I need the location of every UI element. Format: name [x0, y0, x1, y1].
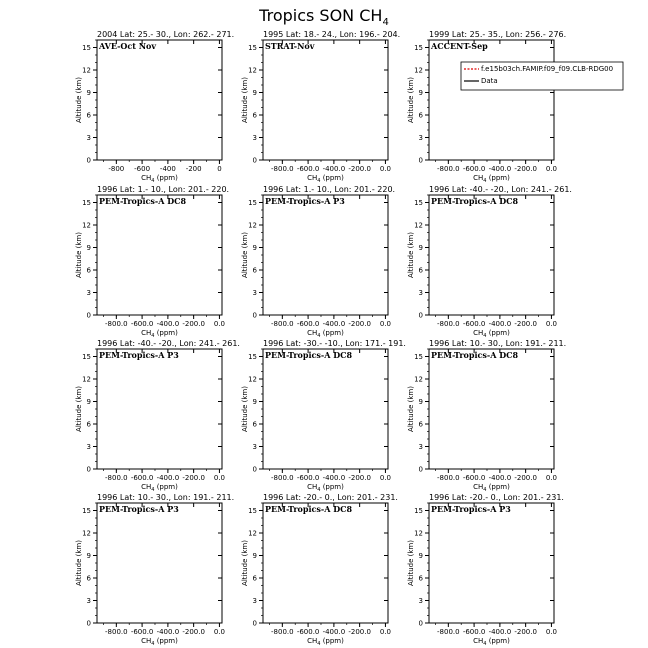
y-tick-label: 9 — [86, 398, 91, 406]
x-tick-label: 0.0 — [379, 628, 391, 636]
x-tick-label: -800.0 — [271, 165, 294, 173]
x-tick-label: -400.0 — [488, 320, 512, 328]
chart-panel-6 — [407, 185, 572, 339]
x-axis-label: $CH_4$ (ppm) — [141, 483, 178, 493]
campaign-label: PEM-Tropics-A DC8 — [431, 196, 519, 206]
plot-frame — [263, 40, 388, 160]
x-tick-label: -200.0 — [348, 474, 371, 482]
x-tick-label: -200.0 — [182, 320, 205, 328]
chart-panel-4 — [75, 185, 229, 339]
x-tick-label: -800.0 — [437, 628, 460, 636]
y-tick-label: 9 — [418, 244, 423, 252]
x-tick-label: -400 — [159, 165, 176, 173]
x-tick-label: 0.0 — [379, 474, 391, 482]
x-axis-label: $CH_4$ (ppm) — [473, 637, 510, 647]
campaign-label: PEM-Tropics-A DC8 — [99, 196, 187, 206]
y-tick-label: 9 — [252, 89, 257, 97]
y-tick-label: 12 — [248, 375, 257, 384]
campaign-label: PEM-Tropics-A P3 — [265, 196, 345, 206]
x-axis-label: $CH_4$ (ppm) — [307, 174, 344, 184]
y-tick-label: 12 — [82, 221, 91, 230]
chart-panel-12 — [407, 493, 564, 647]
y-tick-label: 0 — [86, 156, 91, 165]
y-tick-label: 15 — [414, 199, 423, 207]
y-tick-label: 0 — [86, 465, 91, 474]
x-tick-label: -600.0 — [130, 474, 154, 482]
y-tick-label: 15 — [82, 44, 91, 52]
plot-frame — [429, 503, 554, 623]
campaign-label: PEM-Tropics-A P3 — [99, 504, 179, 514]
y-tick-label: 6 — [86, 574, 91, 583]
chart-panel-8 — [241, 339, 406, 493]
x-tick-label: 0.0 — [213, 474, 225, 482]
chart-panel-3 — [407, 30, 623, 184]
y-tick-label: 3 — [418, 597, 423, 605]
campaign-label: STRAT-Nov — [265, 41, 315, 51]
plot-frame — [97, 195, 222, 315]
panel-header: 1996 Lat: 10.- 30., Lon: 191.- 211. — [97, 493, 235, 502]
figure-title-main: Tropics SON CH — [259, 6, 383, 25]
y-tick-label: 15 — [248, 507, 257, 515]
plot-frame — [263, 195, 388, 315]
y-tick-label: 6 — [418, 420, 423, 429]
y-tick-label: 9 — [418, 398, 423, 406]
y-tick-label: 15 — [82, 353, 91, 361]
y-tick-label: 0 — [252, 619, 257, 628]
x-tick-label: 0.0 — [545, 320, 557, 328]
x-tick-label: -200.0 — [182, 628, 205, 636]
y-axis-label: Altitude (km) — [75, 77, 83, 123]
x-tick-label: -200.0 — [514, 320, 537, 328]
y-tick-label: 6 — [252, 420, 257, 429]
y-tick-label: 9 — [86, 552, 91, 560]
panel-header: 1996 Lat: -40.- -20., Lon: 241.- 261. — [429, 185, 572, 194]
campaign-label: ACCENT-Sep — [431, 41, 488, 51]
x-tick-label: -600.0 — [462, 165, 486, 173]
y-tick-label: 3 — [252, 597, 257, 605]
y-tick-label: 12 — [248, 529, 257, 538]
y-axis-label: Altitude (km) — [241, 232, 249, 278]
x-axis-label: $CH_4$ (ppm) — [141, 174, 178, 184]
y-tick-label: 3 — [86, 134, 91, 142]
x-tick-label: -600.0 — [462, 320, 486, 328]
x-tick-label: -600.0 — [130, 628, 154, 636]
y-tick-label: 9 — [252, 244, 257, 252]
x-tick-label: -600.0 — [296, 320, 320, 328]
y-tick-label: 12 — [414, 221, 423, 230]
plot-frame — [263, 349, 388, 469]
x-tick-label: -400.0 — [322, 320, 346, 328]
y-axis-label: Altitude (km) — [407, 386, 415, 432]
y-tick-label: 15 — [248, 353, 257, 361]
x-tick-label: -200.0 — [514, 165, 537, 173]
y-tick-label: 6 — [418, 111, 423, 120]
x-axis-label: $CH_4$ (ppm) — [141, 637, 178, 647]
plot-frame — [429, 195, 554, 315]
chart-panel-5 — [241, 185, 395, 339]
y-axis-label: Altitude (km) — [241, 77, 249, 123]
plot-frame — [97, 503, 222, 623]
y-axis-label: Altitude (km) — [407, 77, 415, 123]
campaign-label: AVE-Oct Nov — [99, 41, 157, 51]
x-tick-label: -600.0 — [130, 320, 154, 328]
x-tick-label: -400.0 — [488, 165, 512, 173]
y-tick-label: 6 — [418, 266, 423, 275]
y-tick-label: 0 — [418, 619, 423, 628]
y-tick-label: 0 — [418, 156, 423, 165]
x-tick-label: -400.0 — [322, 628, 346, 636]
x-tick-label: -600.0 — [296, 474, 320, 482]
y-tick-label: 3 — [86, 443, 91, 451]
x-tick-label: -400.0 — [156, 628, 180, 636]
panel-header: 1995 Lat: 18.- 24., Lon: 196.- 204. — [263, 30, 401, 39]
y-tick-label: 15 — [248, 199, 257, 207]
y-axis-label: Altitude (km) — [407, 540, 415, 586]
legend-entry: Data — [481, 77, 498, 85]
x-tick-label: -800.0 — [437, 320, 460, 328]
x-tick-label: -400.0 — [156, 320, 180, 328]
y-tick-label: 12 — [248, 66, 257, 75]
chart-panel-2 — [241, 30, 400, 184]
x-tick-label: -600.0 — [462, 628, 486, 636]
y-tick-label: 12 — [82, 66, 91, 75]
x-tick-label: 0.0 — [379, 320, 391, 328]
y-tick-label: 15 — [248, 44, 257, 52]
y-tick-label: 3 — [86, 289, 91, 297]
y-tick-label: 3 — [252, 134, 257, 142]
y-axis-label: Altitude (km) — [241, 386, 249, 432]
x-tick-label: -200.0 — [348, 320, 371, 328]
y-tick-label: 9 — [418, 552, 423, 560]
y-tick-label: 6 — [86, 111, 91, 120]
figure-title-subscript: 4 — [382, 17, 389, 29]
x-tick-label: -600 — [134, 165, 151, 173]
x-tick-label: -200 — [185, 165, 202, 173]
plot-frame — [97, 40, 222, 160]
y-tick-label: 0 — [86, 619, 91, 628]
plot-frame — [97, 349, 222, 469]
y-tick-label: 9 — [252, 398, 257, 406]
x-axis-label: $CH_4$ (ppm) — [307, 483, 344, 493]
y-tick-label: 0 — [418, 311, 423, 320]
y-axis-label: Altitude (km) — [75, 540, 83, 586]
x-tick-label: -800.0 — [437, 165, 460, 173]
y-tick-label: 15 — [414, 353, 423, 361]
y-tick-label: 3 — [86, 597, 91, 605]
y-tick-label: 15 — [82, 507, 91, 515]
panel-header: 2004 Lat: 25.- 30., Lon: 262.- 271. — [97, 30, 235, 39]
y-tick-label: 0 — [252, 156, 257, 165]
campaign-label: PEM-Tropics-A DC8 — [265, 350, 353, 360]
x-tick-label: 0.0 — [379, 165, 391, 173]
x-tick-label: -800.0 — [271, 474, 294, 482]
x-axis-label: $CH_4$ (ppm) — [307, 637, 344, 647]
panel-header: 1996 Lat: -30.- -10., Lon: 171.- 191. — [263, 339, 406, 348]
x-tick-label: -200.0 — [348, 165, 371, 173]
chart-panel-7 — [75, 339, 240, 493]
y-axis-label: Altitude (km) — [75, 232, 83, 278]
x-tick-label: -200.0 — [182, 474, 205, 482]
x-tick-label: -400.0 — [488, 474, 512, 482]
y-axis-label: Altitude (km) — [407, 232, 415, 278]
y-axis-label: Altitude (km) — [75, 386, 83, 432]
y-tick-label: 12 — [248, 221, 257, 230]
campaign-label: PEM-Tropics-A DC8 — [265, 504, 353, 514]
y-tick-label: 3 — [418, 134, 423, 142]
panel-header: 1996 Lat: -40.- -20., Lon: 241.- 261. — [97, 339, 240, 348]
x-axis-label: $CH_4$ (ppm) — [473, 329, 510, 339]
x-tick-label: 0.0 — [213, 628, 225, 636]
x-tick-label: -400.0 — [322, 474, 346, 482]
chart-panel-10 — [75, 493, 234, 647]
panel-header: 1996 Lat: 1.- 10., Lon: 201.- 220. — [263, 185, 396, 194]
x-axis-label: $CH_4$ (ppm) — [307, 329, 344, 339]
x-tick-label: -800.0 — [105, 474, 128, 482]
chart-panel-9 — [407, 339, 566, 493]
x-tick-label: 0.0 — [213, 320, 225, 328]
y-tick-label: 15 — [82, 199, 91, 207]
x-tick-label: 0.0 — [545, 628, 557, 636]
y-tick-label: 9 — [252, 552, 257, 560]
x-tick-label: -800 — [108, 165, 125, 173]
y-tick-label: 6 — [252, 574, 257, 583]
y-tick-label: 15 — [414, 44, 423, 52]
chart-panel-11 — [241, 493, 398, 647]
y-tick-label: 3 — [418, 443, 423, 451]
plot-frame — [263, 503, 388, 623]
y-tick-label: 0 — [252, 311, 257, 320]
x-tick-label: 0 — [217, 165, 222, 173]
panel-header: 1996 Lat: -20.- 0., Lon: 201.- 231. — [429, 493, 564, 502]
y-tick-label: 0 — [86, 311, 91, 320]
y-axis-label: Altitude (km) — [241, 540, 249, 586]
plot-frame — [429, 40, 554, 160]
legend-entry: f.e15b03ch.FAMIP.f09_f09.CLB-RDG00 — [481, 65, 614, 73]
x-tick-label: -800.0 — [271, 320, 294, 328]
y-tick-label: 3 — [252, 289, 257, 297]
panel-header: 1996 Lat: 10.- 30., Lon: 191.- 211. — [429, 339, 567, 348]
x-tick-label: -200.0 — [348, 628, 371, 636]
y-tick-label: 12 — [414, 375, 423, 384]
x-tick-label: -800.0 — [271, 628, 294, 636]
y-tick-label: 3 — [418, 289, 423, 297]
campaign-label: PEM-Tropics-A P3 — [431, 504, 511, 514]
y-tick-label: 12 — [414, 529, 423, 538]
plot-frame — [429, 349, 554, 469]
x-tick-label: -400.0 — [322, 165, 346, 173]
x-tick-label: -800.0 — [105, 628, 128, 636]
panel-header: 1996 Lat: 1.- 10., Lon: 201.- 220. — [97, 185, 230, 194]
y-tick-label: 9 — [418, 89, 423, 97]
panel-header: 1996 Lat: -20.- 0., Lon: 201.- 231. — [263, 493, 398, 502]
x-tick-label: -400.0 — [488, 628, 512, 636]
y-tick-label: 9 — [86, 89, 91, 97]
x-tick-label: -600.0 — [462, 474, 486, 482]
x-tick-label: 0.0 — [545, 165, 557, 173]
x-tick-label: 0.0 — [545, 474, 557, 482]
y-tick-label: 6 — [252, 111, 257, 120]
y-tick-label: 12 — [82, 375, 91, 384]
chart-panel-1 — [75, 30, 234, 184]
x-tick-label: -800.0 — [105, 320, 128, 328]
x-tick-label: -800.0 — [437, 474, 460, 482]
campaign-label: PEM-Tropics-A DC8 — [431, 350, 519, 360]
y-tick-label: 3 — [252, 443, 257, 451]
y-tick-label: 12 — [82, 529, 91, 538]
y-tick-label: 9 — [86, 244, 91, 252]
x-axis-label: $CH_4$ (ppm) — [473, 174, 510, 184]
y-tick-label: 6 — [252, 266, 257, 275]
panel-header: 1999 Lat: 25.- 35., Lon: 256.- 276. — [429, 30, 567, 39]
x-axis-label: $CH_4$ (ppm) — [141, 329, 178, 339]
x-tick-label: -600.0 — [296, 165, 320, 173]
y-tick-label: 6 — [86, 266, 91, 275]
y-tick-label: 6 — [418, 574, 423, 583]
y-tick-label: 6 — [86, 420, 91, 429]
x-tick-label: -200.0 — [514, 628, 537, 636]
y-tick-label: 12 — [414, 66, 423, 75]
y-tick-label: 15 — [414, 507, 423, 515]
y-tick-label: 0 — [252, 465, 257, 474]
x-axis-label: $CH_4$ (ppm) — [473, 483, 510, 493]
x-tick-label: -400.0 — [156, 474, 180, 482]
campaign-label: PEM-Tropics-A P3 — [99, 350, 179, 360]
x-tick-label: -600.0 — [296, 628, 320, 636]
legend — [461, 62, 623, 90]
x-tick-label: -200.0 — [514, 474, 537, 482]
y-tick-label: 0 — [418, 465, 423, 474]
